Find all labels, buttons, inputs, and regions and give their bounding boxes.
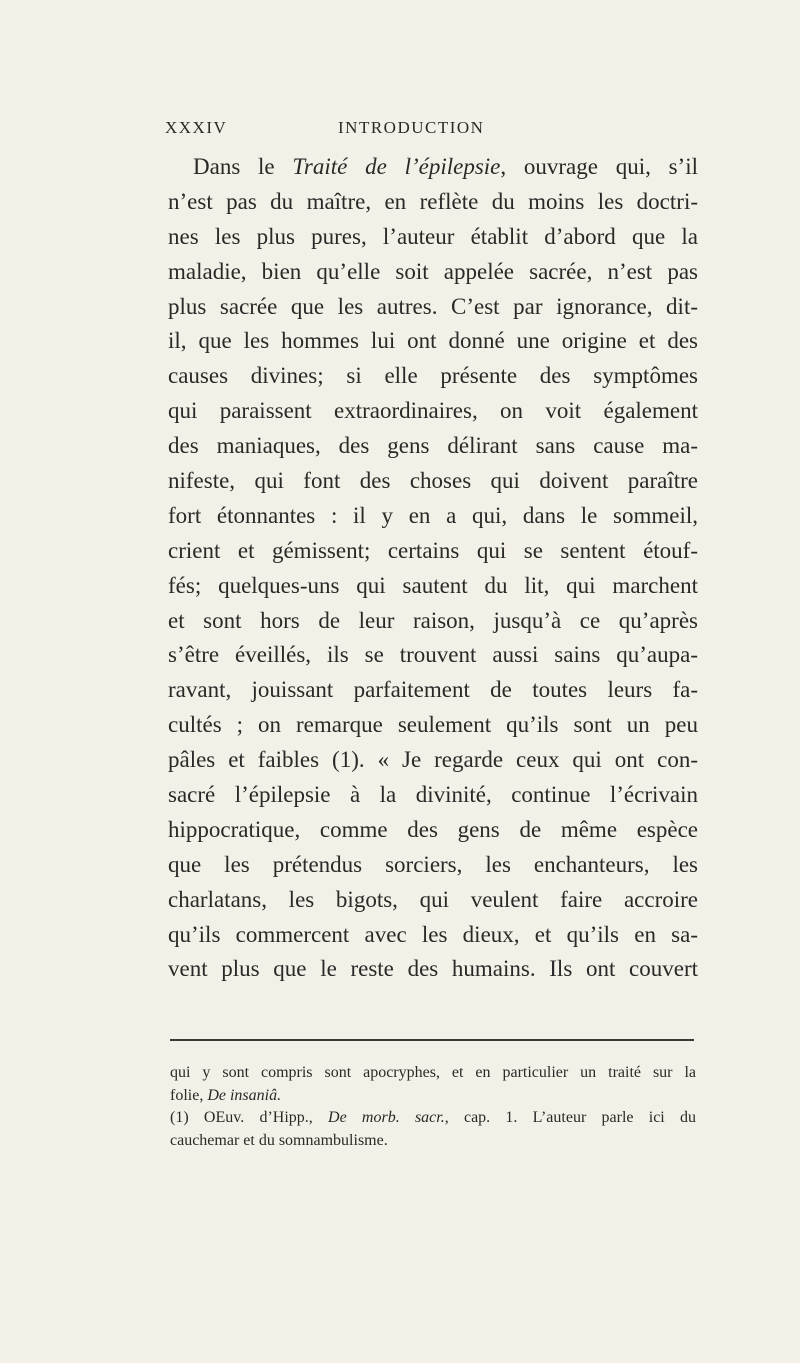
text-line: que les prétendus sorciers, les enchanteurs, les (168, 851, 698, 877)
footnote-line: qui y sont compris sont apocryphes, et en particulier un traité sur la (170, 1064, 696, 1081)
text-line: maladie, bien qu’elle soit appelée sacrée, n’est pas (168, 258, 698, 284)
text-line: fort étonnantes : il y en a qui, dans le sommeil, (168, 502, 698, 528)
text-line: ravant, jouissant parfaitement de toutes leurs fa- (168, 677, 698, 703)
text-line: n’est pas du maître, en reflète du moins les doctri- (168, 188, 698, 214)
text-line: nes les plus pures, l’auteur établit d’abord que la (168, 223, 698, 249)
text-line: sacré l’épilepsie à la divinité, continue l’écrivain (168, 782, 698, 808)
text-line: qui paraissent extraordinaires, on voit également (168, 398, 698, 424)
page-number: XXXIV (165, 118, 228, 137)
text-line: fés; quelques-uns qui sautent du lit, qui marchent (168, 572, 698, 598)
section-title: INTRODUCTION (338, 118, 485, 137)
footnote-line: (1) OEuv. d’Hipp., De morb. sacr., cap. 1. L’auteur parle ici du (170, 1109, 696, 1126)
footnote-divider (170, 1039, 694, 1041)
text-line: charlatans, les bigots, qui veulent faire accroire (168, 886, 698, 912)
text-line: et sont hors de leur raison, jusqu’à ce qu’après (168, 607, 698, 633)
text-line: des maniaques, des gens délirant sans cause ma- (168, 433, 698, 459)
text-line: Dans le Traité de l’épilepsie, ouvrage qui, s’il (193, 154, 699, 179)
text-line: plus sacrée que les autres. C’est par ignorance, dit- (168, 293, 698, 319)
text-line: cultés ; on remarque seulement qu’ils sont un peu (168, 712, 698, 738)
text-line: qu’ils commercent avec les dieux, et qu’ils en sa- (168, 921, 698, 947)
footnotes (170, 1062, 696, 1152)
text-line: pâles et faibles (1). « Je regarde ceux qui ont con- (168, 747, 698, 773)
footnote-line: folie, De insaniâ. (170, 1086, 282, 1104)
text-line: vent plus que le reste des humains. Ils ont couvert (168, 956, 698, 982)
footnote-line: cauchemar et du somnambulisme. (170, 1131, 388, 1149)
text-line: nifeste, qui font des choses qui doivent paraître (168, 468, 698, 494)
text-line: hippocratique, comme des gens de même espèce (168, 816, 698, 842)
text-line: causes divines; si elle présente des symptômes (168, 363, 698, 389)
running-head (165, 118, 695, 146)
text-line: crient et gémissent; certains qui se sentent étouf- (168, 537, 698, 563)
text-line: il, que les hommes lui ont donné une origine et des (168, 328, 698, 354)
body-text (168, 150, 698, 987)
text-line: s’être éveillés, ils se trouvent aussi sains qu’aupa- (168, 642, 698, 668)
